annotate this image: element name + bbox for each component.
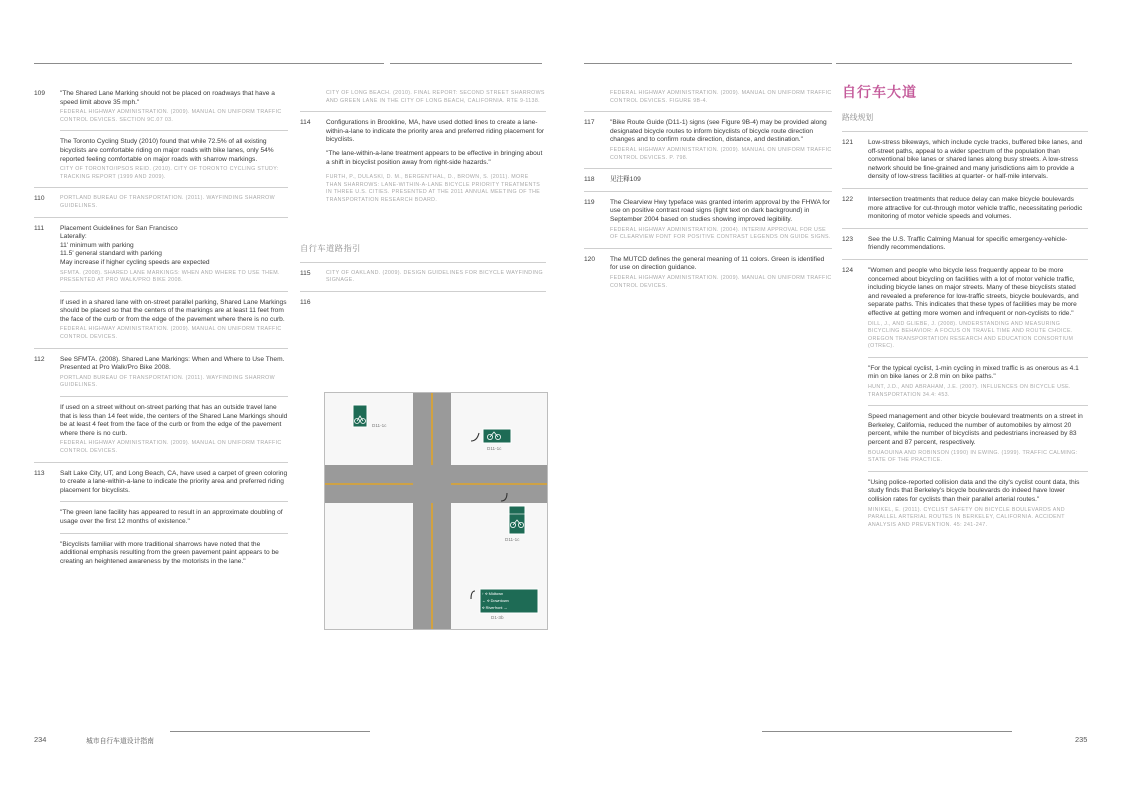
source-citation: FEDERAL HIGHWAY ADMINISTRATION. (2009). MANUAL ON UNIFORM TRAFFIC CONTROL DEVICES. FIGURE 9B-4. bbox=[610, 90, 832, 104]
divider bbox=[842, 259, 1088, 260]
guide-sign-rows bbox=[482, 591, 536, 611]
page-number: 234 bbox=[34, 735, 47, 744]
divider bbox=[34, 217, 288, 218]
note-text: The Clearview Hwy typeface was granted interim approval by the FHWA for use on positive contrast road signs (light text on dark background) in September 2004 based on studies showing improved legibility. bbox=[610, 198, 831, 223]
note-text: Speed management and other bicycle boulevard treatments on a street in Berkeley, California, reduced the number of automobiles by almost 20 percent, while the number of bicyclists and pedestrians increased by 83 percent and 87 percent, respectively. bbox=[868, 413, 1083, 447]
note-text: If used on a street without on-street parking that has an outside travel lane that is less than 14 feet wide, the centers of the Shared Lane Markings should be at least 4 feet from the face of the curb or from the edge of the pavement where there is no curb. bbox=[60, 404, 288, 437]
note-119 bbox=[584, 199, 832, 242]
divider bbox=[300, 111, 546, 112]
source-citation: BOUAOUINA AND ROBINSON (1990) IN EWING. (1999). TRAFFIC CALMING: STATE OF THE PRACTICE. bbox=[868, 449, 1078, 464]
note-number: 111 bbox=[34, 224, 45, 232]
note-109 bbox=[34, 90, 288, 181]
footer-rule-right bbox=[762, 731, 1012, 732]
note-text: "Using police-reported collision data and the city's cyclist count data, this study finds that Berkeley's bicycle boulevards do indeed have lower collision rates for cyclists than their parallel arterial routes." bbox=[868, 478, 1080, 503]
note-121 bbox=[842, 139, 1088, 182]
note-text: "Bike Route Guide (D11-1) signs (see Figure 9B-4) may be provided along designated bicycle routes to inform bicyclists of bicycle route direction changes and to confirm route direction, distance, and destination." bbox=[610, 119, 827, 144]
divider bbox=[868, 357, 1088, 358]
bike-route-sign-vertical bbox=[353, 405, 367, 427]
note-117 bbox=[584, 119, 832, 162]
note-number: 118 bbox=[584, 176, 595, 184]
note-text: "Women and people who bicycle less frequently appear to be more concerned about bicycling on facilities with a lot of motor vehicle traffic, including bicycle lanes on major streets. Many of these bicyclists stated and revealed a preference for low-traffic streets, bicycle boulevards, and separate paths. This indicates that these types of facilities may be more effective at getting more women and infrequent or non-cyclists to ride." bbox=[868, 266, 1079, 317]
divider bbox=[842, 188, 1088, 189]
divider bbox=[584, 248, 832, 249]
note-number: 113 bbox=[34, 469, 45, 477]
note-number: 116 bbox=[300, 298, 311, 306]
source-citation: FEDERAL HIGHWAY ADMINISTRATION. (2004). INTERIM APPROVAL FOR USE OF CLEARVIEW FONT FOR POSITIVE CONTRAST LEGENDS ON GUIDE SIGNS. bbox=[610, 226, 831, 241]
bike-route-sign-horizontal bbox=[483, 429, 511, 443]
top-rule-left-b bbox=[390, 63, 542, 64]
note-number: 124 bbox=[842, 266, 854, 274]
source-citation: FEDERAL HIGHWAY ADMINISTRATION. (2009). MANUAL ON UNIFORM TRAFFIC CONTROL DEVICES. bbox=[60, 440, 282, 454]
note-122 bbox=[842, 196, 1088, 222]
note-112 bbox=[34, 356, 288, 456]
note-111 bbox=[34, 225, 288, 342]
bike-route-figure bbox=[324, 392, 548, 630]
source-citation: CITY OF TORONTO/IPSOS REID. (2010). CITY OF TORONTO CYCLING STUDY: TRACKING REPORT (1999 AND 2009). bbox=[60, 166, 279, 180]
source-citation: FEDERAL HIGHWAY ADMINISTRATION. (2009). MANUAL ON UNIFORM TRAFFIC CONTROL DEVICES. bbox=[610, 274, 832, 289]
source-citation: FEDERAL HIGHWAY ADMINISTRATION. (2009). MANUAL ON UNIFORM TRAFFIC CONTROL DEVICES. P. 798. bbox=[610, 146, 832, 161]
note-text: Configurations in Brookline, MA, have used dotted lines to create a lane-within-a-lane to indicate the priority area and preferred riding placement for bicyclists. bbox=[326, 119, 545, 144]
bike-route-sign-vertical-2 bbox=[509, 506, 525, 534]
guide-row: ⟡ Riverfront → bbox=[482, 604, 508, 610]
top-rule-right-b bbox=[836, 63, 1072, 64]
note-120 bbox=[584, 256, 832, 290]
note-number: 115 bbox=[300, 269, 311, 277]
sign-label: D11-1c bbox=[372, 423, 387, 428]
notes-column-3 bbox=[584, 90, 832, 290]
source-citation: PORTLAND BUREAU OF TRANSPORTATION. (2011). WAYFINDING SHARROW GUIDELINES. bbox=[60, 374, 276, 389]
divider bbox=[584, 111, 832, 112]
intersection-box bbox=[413, 465, 451, 503]
note-number: 109 bbox=[34, 90, 46, 97]
divider bbox=[868, 405, 1088, 406]
divider bbox=[34, 348, 288, 349]
divider bbox=[60, 396, 288, 397]
source-citation: SFMTA. (2008). SHARED LANE MARKINGS: WHEN AND WHERE TO USE THEM. PRESENTED AT PRO WALK/PRO BIKE 2008. bbox=[60, 269, 280, 284]
note-text: "The Shared Lane Marking should not be placed on roadways that have a speed limit above 35 mph." bbox=[60, 90, 275, 106]
note-line: Laterally: bbox=[60, 233, 87, 241]
note-number: 117 bbox=[584, 119, 595, 127]
section-heading: 自行车道路指引 bbox=[300, 243, 361, 253]
note-text: "The green lane facility has appeared to result in an approximate doubling of usage over the first 12 months of existence." bbox=[60, 509, 283, 525]
note-number: 112 bbox=[34, 355, 45, 363]
divider bbox=[584, 168, 832, 169]
divider bbox=[300, 291, 546, 292]
guide-row: ↑ ⟡ Midtown bbox=[482, 591, 504, 596]
chapter-subtitle: 路线规划 bbox=[842, 113, 874, 122]
note-text: The MUTCD defines the general meaning of 11 colors. Green is identified for use on direction guidance. bbox=[610, 255, 825, 272]
source-citation: FEDERAL HIGHWAY ADMINISTRATION. (2009). MANUAL ON UNIFORM TRAFFIC CONTROL DEVICES. bbox=[60, 326, 282, 341]
note-124 bbox=[842, 267, 1088, 529]
note-text: See SFMTA. (2008). Shared Lane Markings: When and Where to Use Them. Presented at Pro Walk/Pro Bike 2008. bbox=[60, 355, 285, 372]
sign-label: D11-1c bbox=[505, 537, 520, 542]
note-113 bbox=[34, 470, 288, 567]
divider bbox=[60, 533, 288, 534]
source-citation: PORTLAND BUREAU OF TRANSPORTATION. (2011). WAYFINDING SHARROW GUIDELINES. bbox=[60, 195, 276, 209]
guide-row: ← ⟡ Downtown bbox=[482, 597, 509, 603]
note-110 bbox=[34, 195, 288, 210]
source-citation: CITY OF LONG BEACH. (2010). FINAL REPORT: SECOND STREET SHARROWS AND GREEN LANE IN THE CITY OF LONG BEACH, CALIFORNIA. RTE 9-1138. bbox=[326, 90, 545, 104]
note-number: 114 bbox=[300, 119, 311, 127]
note-quote: "The lane-within-a-lane treatment appears to be effective in bringing about a shift in bicyclist position away from right-side hazards." bbox=[326, 149, 543, 166]
note-line: May increase if higher cycling speeds are expected bbox=[60, 258, 210, 266]
note-text: Intersection treatments that reduce delay can make bicycle boulevards more attractive for cut-through motor vehicle traffic, necessitating periodic monitoring of motor vehicle speeds and volumes. bbox=[868, 195, 1083, 221]
divider bbox=[60, 130, 288, 131]
footer-rule-left bbox=[170, 731, 370, 732]
source-citation: DILL, J., AND GLIEBE, J. (2008). UNDERSTANDING AND MEASURING BICYCLING BEHAVIOR: A FOCUS ON TRAVEL TIME AND ROUTE CHOICE. OREGON TRANSPORTATION RESEARCH AND EDUCATION CONSORTIUM (OTREC). bbox=[868, 320, 1074, 350]
chapter-title: 自行车大道 bbox=[842, 84, 917, 100]
divider bbox=[300, 262, 546, 263]
note-number: 123 bbox=[842, 235, 854, 243]
note-text: "For the typical cyclist, 1-min cycling in mixed traffic is as onerous as 4.1 min on bike lanes or 2.8 min on bike paths." bbox=[868, 364, 1079, 381]
note-123 bbox=[842, 236, 1088, 253]
divider bbox=[842, 228, 1088, 229]
turn-arrow-icon bbox=[471, 433, 479, 441]
note-text: See the U.S. Traffic Calming Manual for specific emergency-vehicle-friendly recommendations. bbox=[868, 235, 1068, 252]
note-116 bbox=[300, 299, 546, 308]
note-line: 11.5' general standard with parking bbox=[60, 250, 162, 258]
note-text: Salt Lake City, UT, and Long Beach, CA, have used a carpet of green coloring to create a lane-within-a-lane to indicate the priority area and preferred riding placement for bicyclists. bbox=[60, 469, 288, 494]
page-number: 235 bbox=[1075, 735, 1088, 744]
top-rule-right bbox=[584, 63, 832, 64]
source-citation: FEDERAL HIGHWAY ADMINISTRATION. (2009). MANUAL ON UNIFORM TRAFFIC CONTROL DEVICES. SECTION 9C.07 03. bbox=[60, 109, 282, 123]
note-number: 119 bbox=[584, 198, 595, 206]
notes-column-1 bbox=[34, 90, 288, 566]
note-number: 110 bbox=[34, 195, 45, 203]
note-continued bbox=[584, 90, 832, 105]
divider bbox=[34, 187, 288, 188]
note-number: 122 bbox=[842, 195, 854, 203]
sign-label: D1-3b bbox=[491, 615, 504, 620]
source-citation: MINIKEL, E. (2011). CYCLIST SAFETY ON BICYCLE BOULEVARDS AND PARALLEL ARTERIAL ROUTES IN BERKELEY, CALIFORNIA. ACCIDENT ANALYSIS AND PREVENTION. 45: 241-247. bbox=[868, 506, 1065, 528]
top-rule-left bbox=[34, 63, 384, 64]
note-number: 121 bbox=[842, 139, 854, 146]
turn-arrow-icon bbox=[471, 591, 475, 599]
note-text: If used in a shared lane with on-street parallel parking, Shared Lane Markings should be placed so that the centers of the markings are at least 11 feet from the face of the curb or from the edge of the pavement where there is no curb. bbox=[60, 298, 287, 323]
note-number: 120 bbox=[584, 255, 596, 263]
divider bbox=[34, 462, 288, 463]
source-citation: FURTH, P., DULASKI, D. M., BERGENTHAL, D., BROWN, S. (2011). MORE THAN SHARROWS: LANE-WITHIN-A-LANE BICYCLE PRIORITY TREATMENTS IN THREE U.S. CITIES. PRESENTED AT THE 2011 ANNUAL MEETING OF THE TRANSPORTATION RESEARCH BOARD. bbox=[326, 174, 541, 203]
note-115 bbox=[300, 270, 546, 285]
notes-column-4 bbox=[842, 82, 1088, 529]
note-text: 见注释109 bbox=[610, 176, 641, 184]
divider bbox=[60, 291, 288, 292]
book-title-footer: 城市自行车道设计指南 bbox=[86, 738, 154, 745]
note-text: Low-stress bikeways, which include cycle tracks, buffered bike lanes, and off-street paths, appeal to a wider spectrum of the population than conventional bike lanes or shared lanes along busy streets. A low-stress network should be fine-grained and many jurisdictions aim to provide a density of low-stress facilities at quarter- or half-mile intervals. bbox=[868, 139, 1083, 181]
right-page bbox=[562, 0, 1123, 794]
note-line: 11' minimum with parking bbox=[60, 241, 134, 249]
source-citation: CITY OF OAKLAND. (2009). DESIGN GUIDELINES FOR BICYCLE WAYFINDING SIGNAGE. bbox=[326, 269, 543, 284]
note-114 bbox=[300, 119, 546, 204]
source-citation: HUNT, J.D., AND ABRAHAM, J.E. (2007). INFLUENCES ON BICYCLE USE. TRANSPORTATION 34.4: 453. bbox=[868, 384, 1071, 398]
note-text: The Toronto Cycling Study (2010) found that while 72.5% of all existing bicyclists are comfortable riding on major roads with bike lanes, only 54% reported feeling comfortable on major roads with sharrow markings. bbox=[60, 138, 274, 163]
note-text: "Bicyclists familiar with more traditional sharrows have noted that the additional emphasis resulting from the green pavement paint appears to be creating an heightened awareness by the motorists in the lane." bbox=[60, 540, 279, 565]
note-118 bbox=[584, 176, 832, 185]
divider bbox=[868, 471, 1088, 472]
sign-label: D11-1c bbox=[487, 446, 502, 451]
divider bbox=[842, 131, 1088, 132]
divider bbox=[584, 191, 832, 192]
divider bbox=[60, 501, 288, 502]
notes-column-2 bbox=[300, 90, 546, 307]
note-line: Placement Guidelines for San Francisco bbox=[60, 224, 178, 232]
